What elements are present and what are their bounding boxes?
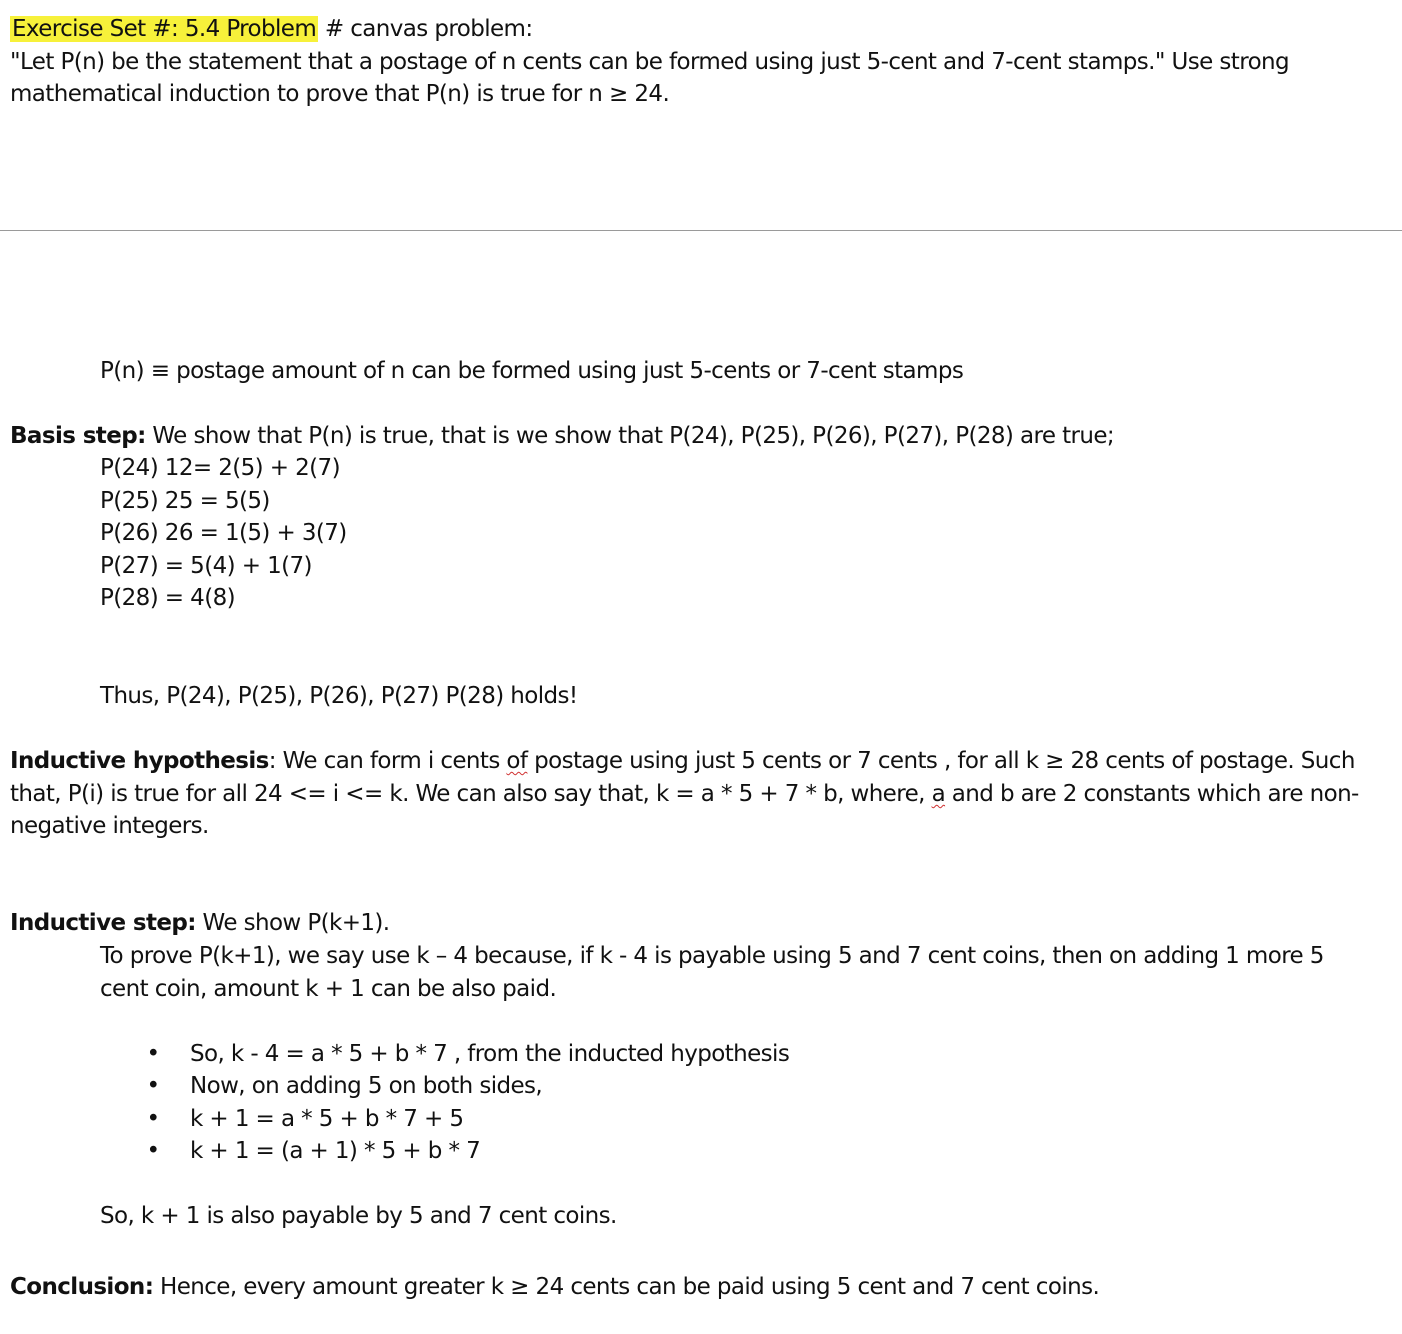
bullet-item: k + 1 = a * 5 + b * 7 + 5 (190, 1106, 464, 1132)
problem-title (10, 13, 532, 45)
hypothesis-line2 (10, 778, 1360, 810)
spellcheck-word: of (506, 748, 528, 774)
spellcheck-word: a (931, 781, 946, 807)
step-text: We show P(k+1). (195, 910, 390, 936)
bullet-icon: • (146, 1073, 160, 1099)
section-divider (0, 230, 1402, 231)
step-paragraph-line2: cent coin, amount k + 1 can be also paid. (100, 976, 557, 1002)
step-result: So, k + 1 is also payable by 5 and 7 cent coins. (100, 1203, 617, 1229)
hypothesis-text: that, P(i) is true for all 24 <= i <= k. We can also say that, k = a * 5 + 7 * b, where, (10, 781, 932, 807)
definition: P(n) ≡ postage amount of n can be formed using just 5-cents or 7-cent stamps (100, 358, 964, 384)
conclusion (10, 1271, 1099, 1303)
basis-label: Basis step: (10, 423, 146, 449)
hypothesis-label: Inductive hypothesis (10, 748, 269, 774)
basis-case: P(28) = 4(8) (100, 585, 235, 611)
step-label: Inductive step: (10, 910, 196, 936)
bullet-item: Now, on adding 5 on both sides, (190, 1073, 543, 1099)
bullet-icon: • (146, 1041, 160, 1067)
bullet-item: So, k - 4 = a * 5 + b * 7 , from the inducted hypothesis (190, 1041, 790, 1067)
basis-case: P(26) 26 = 1(5) + 3(7) (100, 520, 347, 546)
problem-statement-line1: "Let P(n) be the statement that a postage of n cents can be formed using just 5-cent and 7-cent stamps." Use strong (10, 49, 1290, 75)
hypothesis-text: postage using just 5 cents or 7 cents , for all k ≥ 28 cents of postage. Such (527, 748, 1355, 774)
basis-step-heading (10, 420, 1114, 452)
bullet-item: k + 1 = (a + 1) * 5 + b * 7 (190, 1138, 481, 1164)
basis-case: P(27) = 5(4) + 1(7) (100, 553, 312, 579)
conclusion-label: Conclusion: (10, 1274, 154, 1300)
basis-case: P(24) 12= 2(5) + 2(7) (100, 455, 340, 481)
basis-case: P(25) 25 = 5(5) (100, 488, 270, 514)
hypothesis-text: : We can form i cents (268, 748, 507, 774)
basis-text: We show that P(n) is true, that is we show that P(24), P(25), P(26), P(27), P(28) are true; (145, 423, 1115, 449)
inductive-step-heading (10, 907, 390, 939)
bullet-icon: • (146, 1106, 160, 1132)
problem-statement-line2: mathematical induction to prove that P(n) is true for n ≥ 24. (10, 81, 670, 107)
title-highlight: Exercise Set #: 5.4 Problem (12, 16, 317, 42)
basis-thus: Thus, P(24), P(25), P(26), P(27) P(28) holds! (100, 683, 578, 709)
step-paragraph-line1: To prove P(k+1), we say use k – 4 because, if k - 4 is payable using 5 and 7 cent coins, then on adding 1 more 5 (100, 943, 1324, 969)
bullet-icon: • (146, 1138, 160, 1164)
title-rest: # canvas problem: (318, 16, 533, 42)
conclusion-text: Hence, every amount greater k ≥ 24 cents can be paid using 5 cent and 7 cent coins. (153, 1274, 1100, 1300)
hypothesis-line3: negative integers. (10, 813, 209, 839)
hypothesis-line1 (10, 745, 1360, 777)
hypothesis-text: and b are 2 constants which are non- (945, 781, 1359, 807)
